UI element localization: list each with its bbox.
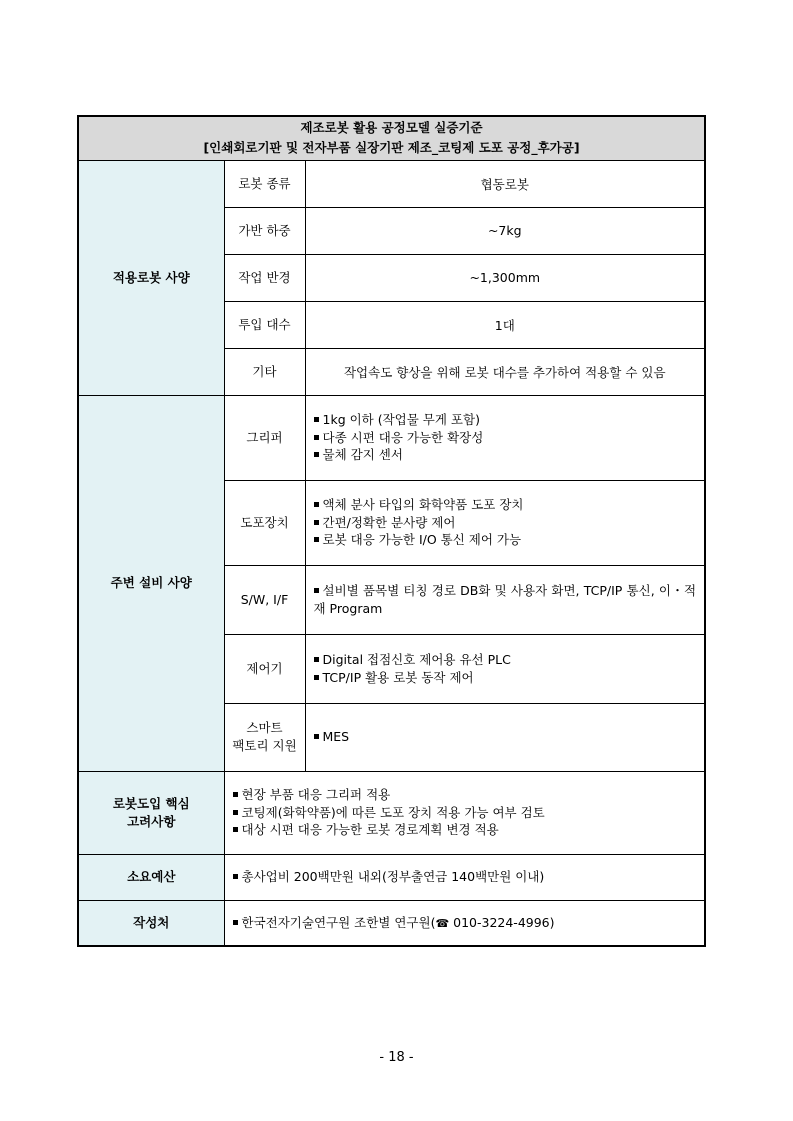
payload-label: 가반 하중: [224, 207, 305, 254]
considerations-category: 로봇도입 핵심 고려사항: [78, 771, 224, 854]
smart-factory-label: 스마트 팩토리 지원: [224, 703, 305, 771]
etc-value: 작업속도 향상을 위해 로봇 대수를 추가하여 적용할 수 있음: [305, 348, 705, 395]
author-list: [224, 900, 705, 946]
spec-table: [77, 115, 706, 947]
controller-list: [305, 634, 705, 703]
sw-if-list: [305, 565, 705, 634]
table-row: [78, 395, 705, 480]
controller-label: 제어기: [224, 634, 305, 703]
table-row: [78, 771, 705, 854]
list-item: 간편/정확한 분사량 제어: [314, 514, 697, 532]
table-row: [78, 900, 705, 946]
bullet-icon: [314, 734, 319, 739]
author-category: 작성처: [78, 900, 224, 946]
list-item: 총사업비 200백만원 내외(정부출연금 140백만원 이내): [233, 868, 697, 886]
bullet-icon: [314, 502, 319, 507]
table-row: [78, 854, 705, 900]
bullet-icon: [233, 792, 238, 797]
gripper-label: 그리퍼: [224, 395, 305, 480]
title-line1: 제조로봇 활용 공정모델 실증기준: [300, 120, 483, 136]
list-item: MES: [314, 728, 697, 746]
list-item: 물체 감지 센서: [314, 446, 697, 464]
etc-label: 기타: [224, 348, 305, 395]
bullet-icon: [314, 657, 319, 662]
bullet-icon: [233, 920, 238, 925]
list-item: 대상 시편 대응 가능한 로봇 경로계획 변경 적용: [233, 821, 697, 839]
payload-value: ~7kg: [305, 207, 705, 254]
budget-category: 소요예산: [78, 854, 224, 900]
title-row: [78, 116, 705, 160]
bullet-icon: [233, 874, 238, 879]
list-item: 코팅제(화학약품)에 따른 도포 장치 적용 가능 여부 검토: [233, 804, 697, 822]
list-item: 액체 분사 타입의 화학약품 도포 장치: [314, 496, 697, 514]
table-row: [78, 160, 705, 207]
bullet-icon: [314, 520, 319, 525]
coater-label: 도포장치: [224, 480, 305, 565]
table-title: [78, 116, 705, 160]
robot-spec-category: 적용로봇 사양: [78, 160, 224, 395]
list-item: 설비별 품목별 티칭 경로 DB화 및 사용자 화면, TCP/IP 통신, 이・적재 Program: [313, 583, 697, 616]
bullet-icon: [314, 417, 319, 422]
phone-icon: ☎: [435, 916, 450, 930]
list-item: 한국전자기술연구원 조한별 연구원(☎ 010-3224-4996): [233, 914, 697, 933]
sw-if-label: S/W, I/F: [224, 565, 305, 634]
bullet-icon: [314, 588, 319, 593]
smart-factory-list: [305, 703, 705, 771]
bullet-icon: [314, 452, 319, 457]
coater-list: [305, 480, 705, 565]
robot-type-value: 협동로봇: [305, 160, 705, 207]
list-item: 로봇 대응 가능한 I/O 통신 제어 가능: [314, 531, 697, 549]
list-item: Digital 접점신호 제어용 유선 PLC: [314, 651, 697, 669]
quantity-value: 1대: [305, 301, 705, 348]
list-item: 1kg 이하 (작업물 무게 포함): [314, 411, 697, 429]
considerations-list: [224, 771, 705, 854]
list-item: 현장 부품 대응 그리퍼 적용: [233, 786, 697, 804]
title-line2: [인쇄회로기판 및 전자부품 실장기판 제조_코팅제 도포 공정_후가공]: [203, 140, 580, 156]
gripper-list: [305, 395, 705, 480]
peripheral-spec-category: 주변 설비 사양: [78, 395, 224, 771]
bullet-icon: [233, 827, 238, 832]
quantity-label: 투입 대수: [224, 301, 305, 348]
list-item: 다종 시편 대응 가능한 확장성: [314, 429, 697, 447]
bullet-icon: [233, 810, 238, 815]
page-number: - 18 -: [379, 1050, 414, 1065]
reach-value: ~1,300mm: [305, 254, 705, 301]
reach-label: 작업 반경: [224, 254, 305, 301]
bullet-icon: [314, 537, 319, 542]
list-item: TCP/IP 활용 로봇 동작 제어: [314, 669, 697, 687]
bullet-icon: [314, 675, 319, 680]
bullet-icon: [314, 435, 319, 440]
budget-list: [224, 854, 705, 900]
robot-type-label: 로봇 종류: [224, 160, 305, 207]
